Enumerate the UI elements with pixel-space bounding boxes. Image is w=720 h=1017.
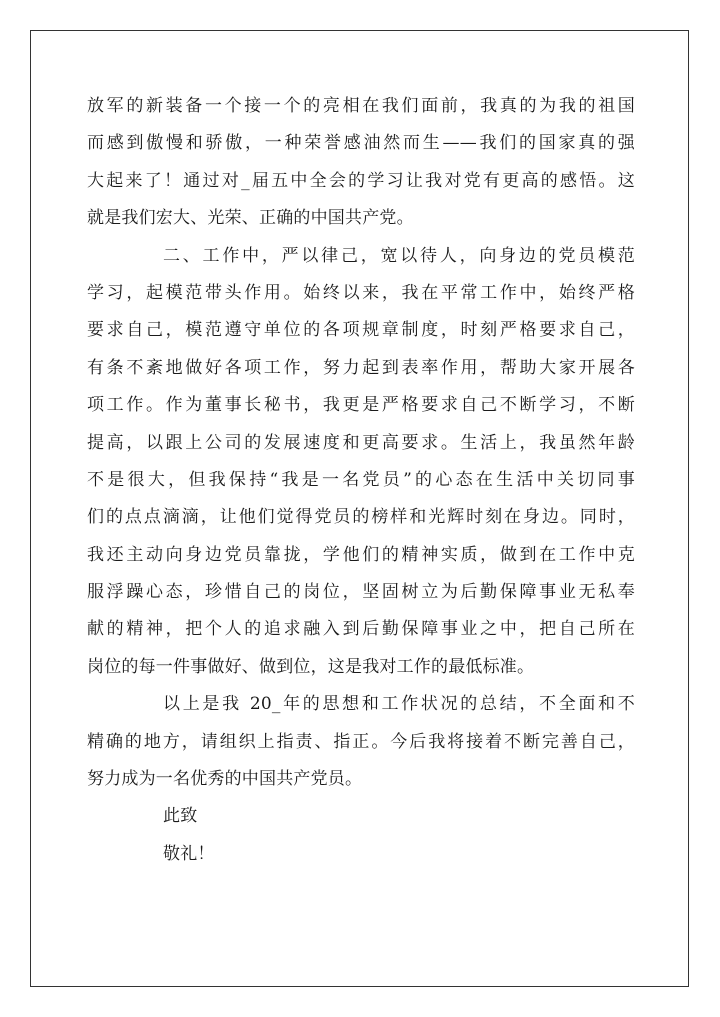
text-line: 二、工作中，严以律己，宽以待人，向身边的党员模范 xyxy=(163,245,635,266)
text-line: 们的点点滴滴，让他们觉得党员的榜样和光辉时刻在身边。同时， xyxy=(87,507,635,528)
text-line: 学习，起模范带头作用。始终以来，我在平常工作中，始终严格 xyxy=(87,282,635,303)
text-line: 我还主动向身边党员靠拢，学他们的精神实质，做到在工作中克 xyxy=(87,544,635,565)
paragraph-summary xyxy=(87,686,635,798)
text-line: 努力成为一名优秀的中国共产党员。 xyxy=(87,769,363,790)
paragraph-work xyxy=(87,238,635,687)
paragraph-continuation xyxy=(87,88,635,238)
text-line: 项工作。作为董事长秘书，我更是严格要求自己不断学习，不断 xyxy=(87,395,635,416)
text-line: 要求自己，模范遵守单位的各项规章制度，时刻严格要求自己， xyxy=(87,320,635,341)
text-line: 献的精神，把个人的追求融入到后勤保障事业之中，把自己所在 xyxy=(87,619,635,640)
text-line: 有条不紊地做好各项工作，努力起到表率作用，帮助大家开展各 xyxy=(87,357,635,378)
text-line: 而感到傲慢和骄傲，一种荣誉感油然而生——我们的国家真的强 xyxy=(87,133,635,154)
text-line: 就是我们宏大、光荣、正确的中国共产党。 xyxy=(87,208,414,229)
text-line: 放军的新装备一个接一个的亮相在我们面前，我真的为我的祖国 xyxy=(87,96,635,116)
text-line: 不是很大，但我保持“我是一名党员”的心态在生活中关切同事 xyxy=(87,469,635,490)
text-line: 以上是我 20_年的思想和工作状况的总结，不全面和不 xyxy=(163,694,635,715)
closing-salutation: 此致 xyxy=(163,806,198,827)
closing-regards: 敬礼！ xyxy=(163,843,215,864)
document-body xyxy=(87,88,635,873)
text-line: 提高，以跟上公司的发展速度和更高要求。生活上，我虽然年龄 xyxy=(87,432,635,453)
text-line: 精确的地方，请组织上指责、指正。今后我将接着不断完善自己， xyxy=(87,731,635,752)
text-line: 大起来了！通过对_届五中全会的学习让我对党有更高的感悟。这 xyxy=(87,170,635,191)
closing xyxy=(87,798,635,873)
text-line: 岗位的每一件事做好、做到位，这是我对工作的最低标准。 xyxy=(87,656,535,677)
text-line: 服浮躁心态，珍惜自己的岗位，坚固树立为后勤保障事业无私奉 xyxy=(87,582,635,603)
